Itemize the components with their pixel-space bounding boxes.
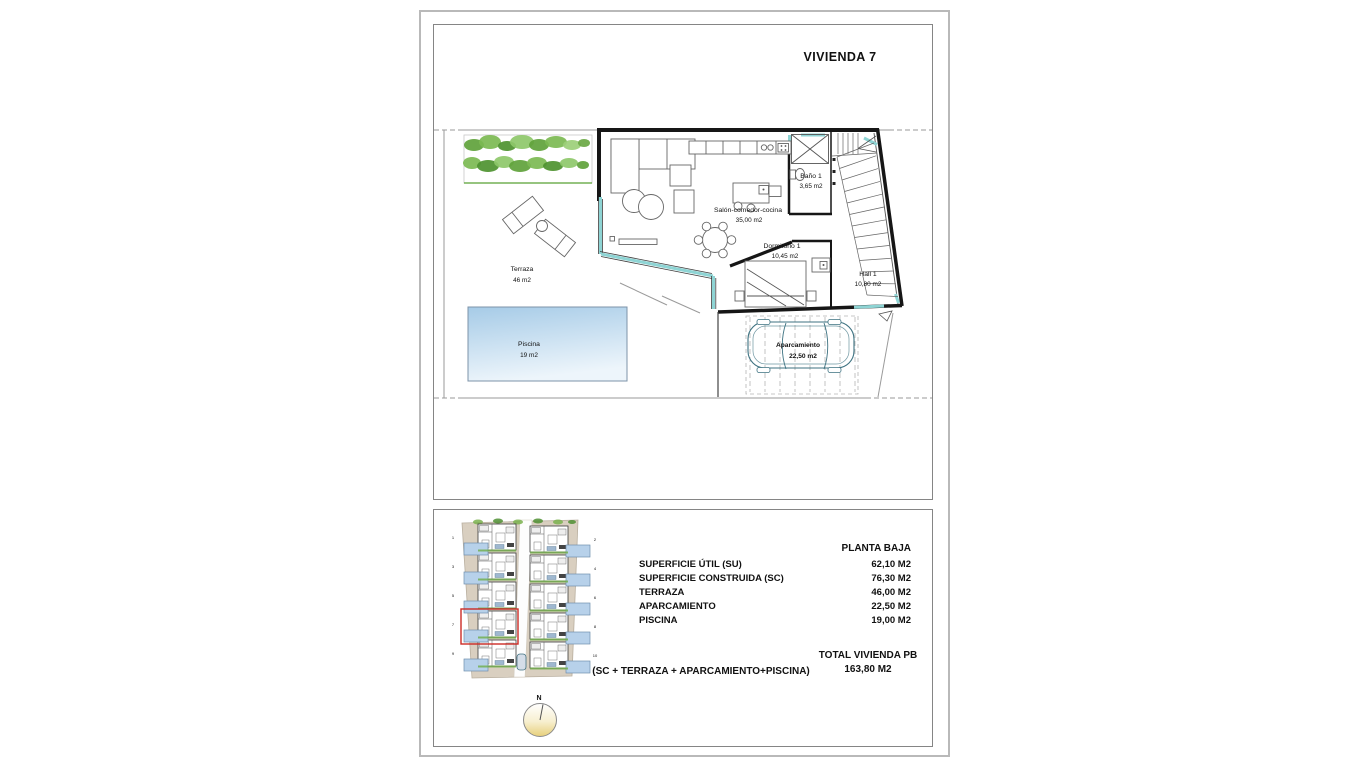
svg-text:1: 1: [451, 535, 455, 540]
floor-plan-panel: [433, 24, 933, 500]
info-panel: [433, 509, 933, 747]
svg-text:Terraza: Terraza: [510, 266, 534, 273]
table-row: SUPERFICIE CONSTRUIDA (SC) 76,30 M2: [639, 573, 911, 584]
svg-text:35,00 m2: 35,00 m2: [735, 217, 763, 224]
table-row: PISCINA 19,00 M2: [639, 615, 911, 626]
total-label: TOTAL VIVIENDA PB: [818, 650, 918, 661]
table-row: APARCAMIENTO 22,50 M2: [639, 601, 911, 612]
svg-text:9: 9: [451, 651, 455, 656]
kitchen-furniture: [689, 141, 791, 212]
floor-plan-drawing: [434, 25, 932, 499]
north-compass-icon: [512, 688, 572, 742]
svg-text:8: 8: [593, 624, 597, 629]
svg-text:Salón-comedor-cocina: Salón-comedor-cocina: [713, 207, 783, 214]
page-title: VIVIENDA 7: [803, 50, 877, 64]
hedge: [463, 135, 592, 183]
drawing-sheet: [419, 10, 950, 757]
label-hall: [855, 271, 882, 288]
svg-text:3: 3: [451, 564, 455, 569]
svg-text:22,50 m2: 22,50 m2: [789, 353, 817, 360]
surface-table: [639, 558, 911, 628]
svg-text:Dormitorio 1: Dormitorio 1: [763, 243, 801, 250]
svg-text:Hall 1: Hall 1: [859, 271, 877, 278]
svg-text:19 m2: 19 m2: [520, 352, 538, 359]
svg-text:5: 5: [451, 593, 455, 598]
svg-text:Aparcamiento: Aparcamiento: [776, 342, 820, 349]
label-salon: [714, 207, 782, 224]
svg-text:2: 2: [593, 537, 597, 542]
label-bano: [799, 173, 823, 190]
svg-text:10,45 m2: 10,45 m2: [771, 253, 799, 260]
svg-text:7: 7: [451, 622, 455, 627]
svg-text:Baño 1: Baño 1: [800, 173, 822, 180]
table-row: SUPERFICIE ÚTIL (SU) 62,10 M2: [639, 559, 911, 570]
site-units-right: [530, 526, 590, 673]
svg-text:6: 6: [593, 595, 597, 600]
site-car-icon: [517, 654, 526, 670]
svg-text:4: 4: [593, 566, 597, 571]
svg-text:Piscina: Piscina: [518, 341, 540, 348]
entrance-arrow-icon: [879, 311, 892, 321]
pool: [468, 307, 627, 381]
svg-text:3,65 m2: 3,65 m2: [799, 183, 823, 190]
bedroom-furniture: [735, 258, 830, 307]
svg-text:N: N: [536, 695, 542, 702]
total-value: 163,80 M2: [844, 663, 892, 675]
total-formula: (SC + TERRAZA + APARCAMIENTO+PISCINA): [592, 666, 810, 677]
svg-text:46 m2: 46 m2: [513, 277, 531, 284]
svg-text:10: 10: [592, 653, 598, 658]
label-terraza: [511, 266, 534, 284]
table-row: TERRAZA 46,00 M2: [639, 587, 911, 598]
svg-text:10,80 m2: 10,80 m2: [854, 281, 882, 288]
planta-baja-heading: PLANTA BAJA: [841, 543, 911, 554]
living-room-furniture: [610, 139, 736, 258]
sun-loungers: [502, 196, 575, 257]
